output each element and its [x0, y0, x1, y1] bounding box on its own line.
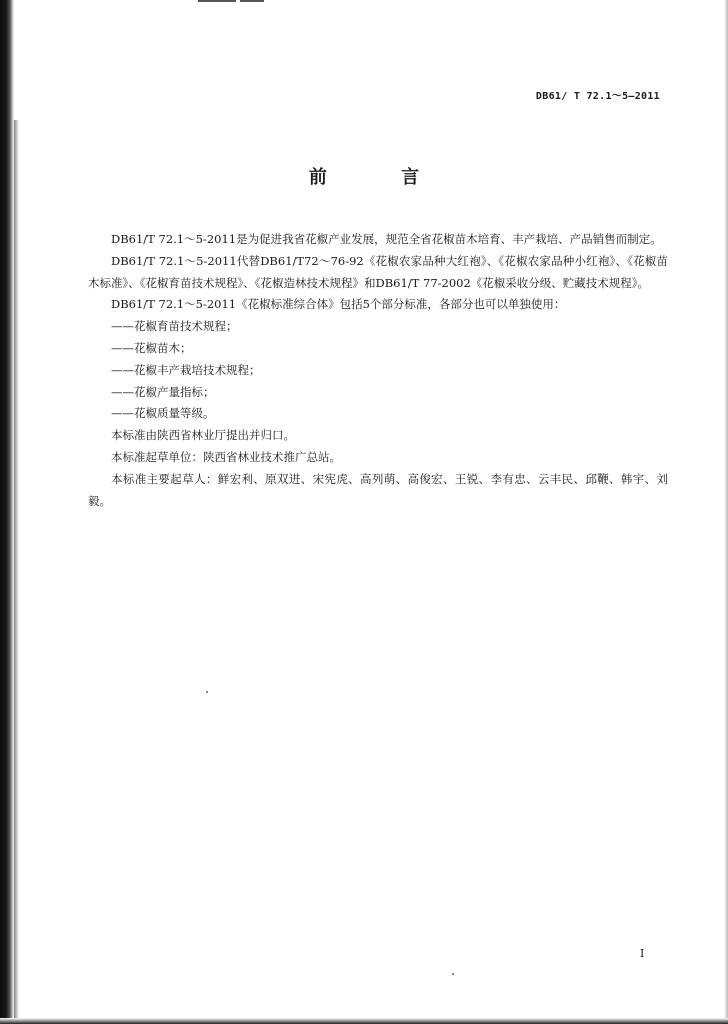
scan-speck — [452, 973, 454, 975]
scan-left-border — [0, 0, 14, 1024]
paragraph: 本标准起草单位：陕西省林业技术推广总站。 — [111, 449, 341, 464]
paragraph: DB61/T 72.1～5-2011代替DB61/T72～76-92《花椒农家品种大红袍》、《花椒农家品种小红袍》、《花椒苗木标准》、《花椒育苗技术规程》、《花椒造林技术规程》和DB61/T 77-2002《花椒采收分级、贮藏技术规程》。 — [88, 253, 668, 290]
scan-top-mark — [240, 0, 264, 2]
paragraph: DB61/T 72.1～5-2011《花椒标准综合体》包括5个部分标准，各部分也可以单独使用： — [111, 297, 566, 312]
scan-speck — [206, 691, 208, 693]
paragraph: 本标准主要起草人：鲜宏利、原双进、宋宪虎、高列萌、高俊宏、王锐、李有忠、云丰民、邱鞭、韩宇、刘毅。 — [88, 471, 668, 508]
paragraph: 本标准由陕西省林业厅提出并归口。 — [111, 428, 295, 443]
scan-bottom-border — [0, 1018, 728, 1024]
list-item: ——花椒苗木； — [111, 340, 192, 355]
list-item: ——花椒丰产栽培技术规程； — [111, 362, 261, 377]
page-number: I — [640, 947, 645, 960]
list-item: ——花椒育苗技术规程； — [111, 319, 238, 334]
scan-top-mark — [198, 0, 236, 2]
standard-code: DB61/ T 72.1～5—2011 — [535, 91, 660, 102]
list-item: ——花椒质量等级。 — [111, 406, 215, 421]
page-title: 前 言 — [308, 167, 454, 188]
paragraph: DB61/T 72.1～5-2011是为促进我省花椒产业发展，规范全省花椒苗木培育、丰产栽培、产品销售而制定。 — [111, 232, 662, 246]
list-item: ——花椒产量指标； — [111, 384, 215, 399]
scan-left-shadow — [14, 120, 19, 1020]
scan-right-border — [724, 0, 728, 1024]
foreword-body — [88, 229, 668, 512]
